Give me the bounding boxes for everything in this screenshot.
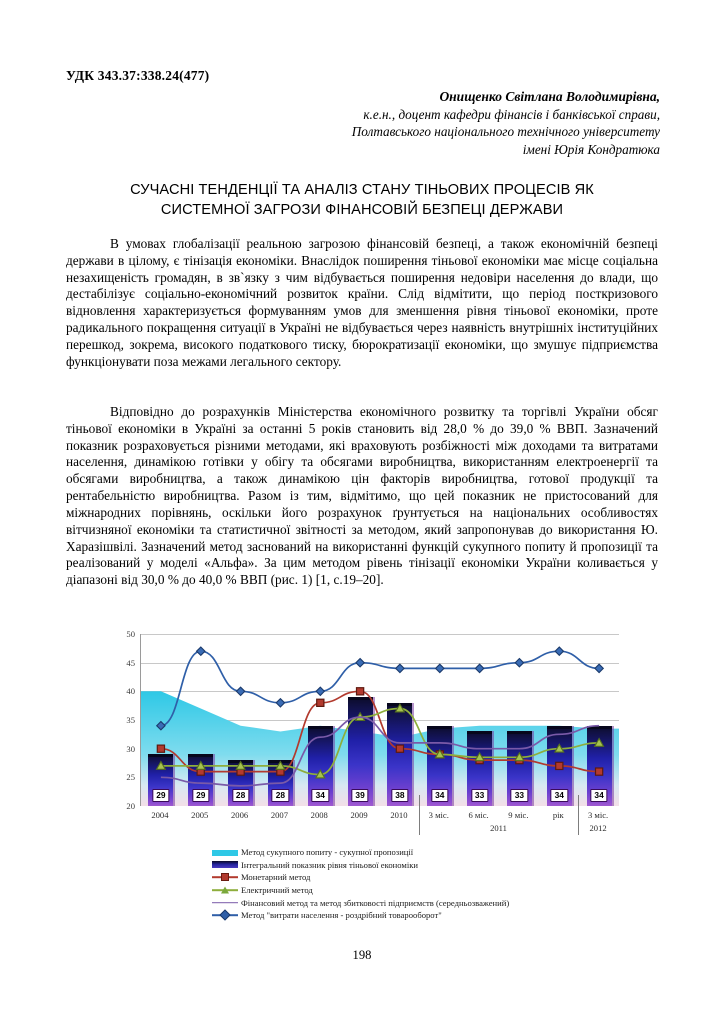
author-block xyxy=(352,88,660,158)
marker-diamond xyxy=(236,687,244,695)
marker-square xyxy=(556,762,563,769)
chart-legend xyxy=(212,846,632,922)
y-axis-tick-label: 35 xyxy=(126,715,135,725)
marker-diamond xyxy=(436,664,444,672)
x-axis-tick-label: 2005 xyxy=(191,810,209,820)
marker-diamond xyxy=(475,664,483,672)
y-axis-tick-label: 30 xyxy=(126,743,135,754)
legend-label: Інтегральний показник рівня тіньової економіки xyxy=(241,859,418,870)
marker-diamond xyxy=(316,687,324,695)
legend-line-swatch-icon xyxy=(212,885,238,896)
marker-square xyxy=(396,745,403,752)
author-affiliation-line-3: імені Юрія Кондратюка xyxy=(522,141,660,157)
bar-value-label: 38 xyxy=(391,789,408,802)
x-axis-tick-label: 9 міс. xyxy=(508,810,529,820)
bar-value-label: 33 xyxy=(471,789,488,802)
marker-square xyxy=(157,745,164,752)
legend-area-swatch-icon xyxy=(212,847,238,858)
y-axis-tick-label: 45 xyxy=(126,657,135,668)
plot-area xyxy=(140,634,619,806)
marker-square xyxy=(357,688,364,695)
y-axis-tick-label: 25 xyxy=(126,772,135,783)
legend-item[interactable] xyxy=(212,871,632,884)
line-series-group xyxy=(141,634,619,806)
author-affiliation-line-1: к.е.н., доцент кафедри фінансів і банківської справи, xyxy=(363,106,660,122)
swatch-line xyxy=(212,902,238,904)
x-axis-labels xyxy=(140,807,618,847)
legend-item[interactable] xyxy=(212,896,632,909)
bar-value-label: 29 xyxy=(152,789,169,802)
marker-square xyxy=(317,699,324,706)
legend-label: Електричний метод xyxy=(241,885,313,896)
bar-value-label: 39 xyxy=(351,789,368,802)
legend-item[interactable] xyxy=(212,846,632,859)
body-paragraph-2 xyxy=(66,404,658,589)
x-axis-group-separator xyxy=(419,795,420,835)
marker-diamond xyxy=(197,647,206,655)
legend-item[interactable] xyxy=(212,909,632,922)
swatch-marker-triangle-icon xyxy=(221,887,229,894)
figure-chart xyxy=(112,629,624,930)
author-name: Онищенко Світлана Володимирівна, xyxy=(439,89,660,104)
x-axis-tick-label: 2008 xyxy=(310,810,328,820)
marker-diamond xyxy=(555,647,563,655)
chart xyxy=(112,629,624,834)
legend-label: Метод "витрати населення - роздрібний товарооборот" xyxy=(241,910,442,921)
bar-value-label: 28 xyxy=(232,789,249,802)
paragraph-text: В умовах глобалізації реальною загрозою фінансовій безпеці, а також економічній безпеці держави в цілому, є тінізація економіки. Внаслідок поширення тіньової економіки має місце соціальна незахищеність громадян, в зв`язку з чим відбувається поширення недовіри населення до влади, що дестабілізує соціально-економічний розвиток країни. Слід відмітити, що період посткризового відновлення характеризується формуванням умов для зменшення рівня тіньової економіки, проте радикального покращення ситуації в Україні не відбувається через наявність внутрішніх інституційних перешкод, зокрема, високого податкового тиску, бюрократизації економіки, що змушує підприємства функціонувати поза межами легального сектору. xyxy=(66,236,658,369)
line-path xyxy=(161,691,599,771)
legend-bar-swatch-icon xyxy=(212,859,238,870)
line-path xyxy=(161,717,599,786)
swatch-band xyxy=(212,850,238,856)
swatch-marker-square-icon xyxy=(221,873,229,881)
swatch-band xyxy=(212,861,238,868)
bar-value-label: 34 xyxy=(431,789,448,802)
bar-value-label: 34 xyxy=(551,789,568,802)
x-axis-tick-label: 2006 xyxy=(230,810,249,820)
bar-value-label: 33 xyxy=(511,789,528,802)
page-number: 198 xyxy=(352,948,372,962)
legend-line-swatch-icon xyxy=(212,897,238,908)
legend-label: Фінансовий метод та метод збитковості підприємств (середньозважений) xyxy=(241,897,510,908)
y-axis-tick-label: 40 xyxy=(126,686,135,697)
x-axis-tick-label: 3 міс. xyxy=(587,810,609,820)
body-paragraph-1 xyxy=(66,236,658,371)
paragraph-text: Відповідно до розрахунків Міністерства економічного розвитку та торгівлі України обсяг тіньової економіки в Україні за останні 5 років становить від 28,0 % до 39,0 % ВВП. Зазначений показник розраховується різними методами, які враховують розбіжності між доходами та витратами населення, динамікою готівки у обігу та обсягами виробництва, використанням електроенергії та обсягами виробництва, а також динамікою цін факторів виробництва, готової продукції та рентабельністю виробництва. Разом із тим, відмітимо, що цей показник не пристосований для міжнародних порівнянь, оскільки його розрахунок ґрунтується на національних особливостях вітчизняної економіки та статистичної звітності за методом, який запропонував до використання Ю. Харазішвілі. Зазначений метод заснований на використанні функцій сукупного попиту й пропозиції та реалізований у моделі «Альфа». За цим методом рівень тінізації економіки України коливається у діапазоні від 30,0 % до 40,0 % ВВП (рис. 1) [1, с.19–20]. xyxy=(66,404,658,588)
x-axis-tick-label: рік xyxy=(552,810,564,820)
bar-value-label: 29 xyxy=(192,789,209,802)
line-series xyxy=(157,704,604,778)
line-path xyxy=(161,651,599,726)
marker-diamond xyxy=(396,664,404,672)
article-title-line-2: СИСТЕМНОЇ ЗАГРОЗИ ФІНАНСОВІЙ БЕЗПЕЦІ ДЕРЖАВИ xyxy=(160,202,564,219)
article-title-line-1: СУЧАСНІ ТЕНДЕНЦІЇ ТА АНАЛІЗ СТАНУ ТІНЬОВИХ ПРОЦЕСІВ ЯК xyxy=(130,182,594,198)
x-axis-tick-label: 2004 xyxy=(151,810,169,820)
legend-label: Метод сукупного попиту - сукупної пропозиції xyxy=(241,847,414,858)
marker-diamond xyxy=(356,659,364,667)
bar-value-label: 34 xyxy=(312,789,329,802)
author-affiliation-line-2: Полтавського національного технічного університету xyxy=(351,124,660,140)
legend-item[interactable] xyxy=(212,884,632,897)
y-axis-tick-label: 20 xyxy=(126,801,135,811)
legend-label: Монетарний метод xyxy=(241,872,311,883)
x-axis-group-separator xyxy=(578,795,579,835)
x-axis-tick-label: 2007 xyxy=(270,810,288,820)
marker-diamond xyxy=(595,664,603,672)
marker-diamond xyxy=(157,722,165,730)
x-axis-group-label: 2012 xyxy=(589,823,607,833)
x-axis-tick-label: 2009 xyxy=(350,810,368,820)
marker-diamond xyxy=(276,699,284,707)
legend-item[interactable] xyxy=(212,859,632,872)
x-axis-tick-label: 3 міс. xyxy=(428,810,449,820)
bar-value-label: 28 xyxy=(272,789,289,802)
y-axis-labels xyxy=(112,629,138,811)
x-axis-tick-label: 2010 xyxy=(390,810,408,820)
article-title xyxy=(62,180,662,220)
marker-square xyxy=(596,768,603,775)
swatch-marker-diamond-icon xyxy=(219,910,230,921)
marker-diamond xyxy=(515,659,523,667)
legend-line-swatch-icon xyxy=(212,910,238,921)
line-series xyxy=(161,717,599,786)
legend-line-swatch-icon xyxy=(212,872,238,883)
x-axis-group-label: 2011 xyxy=(490,823,507,833)
y-axis-tick-label: 50 xyxy=(126,629,135,639)
bar-value-label: 34 xyxy=(590,789,607,802)
x-axis-tick-label: 6 міс. xyxy=(468,810,489,820)
udk-code: УДК 343.37:338.24(477) xyxy=(66,68,210,83)
line-series xyxy=(157,688,602,776)
